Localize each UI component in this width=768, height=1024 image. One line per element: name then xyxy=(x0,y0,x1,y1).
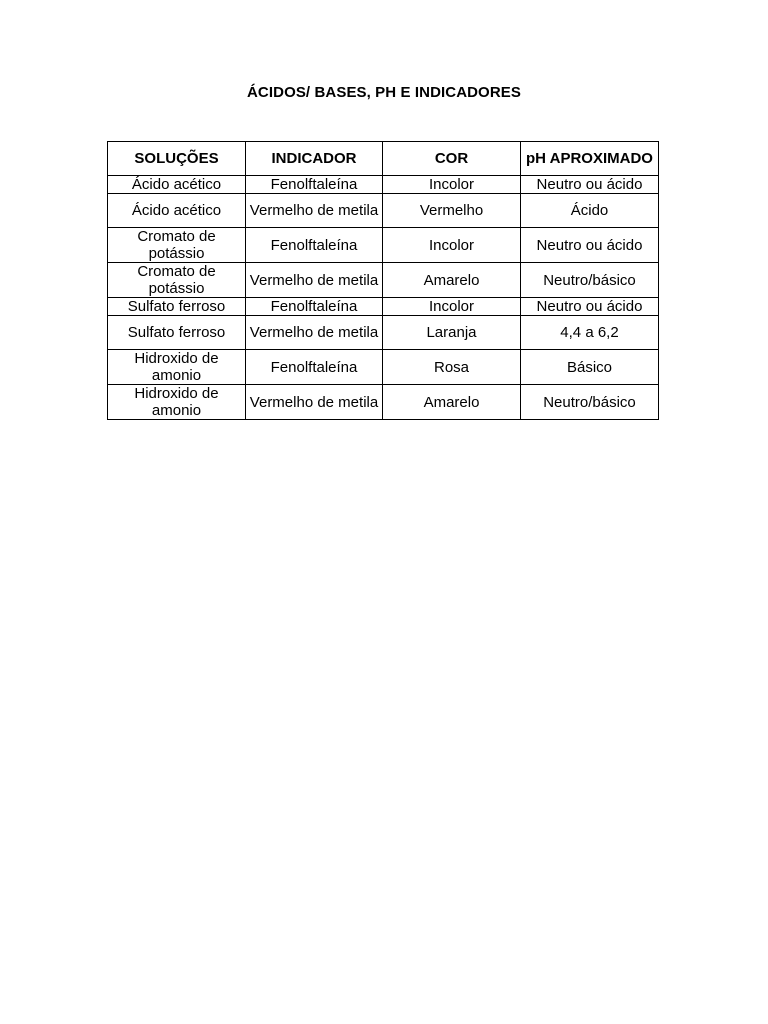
cell-ph: Ácido xyxy=(521,194,659,228)
cell-cor: Rosa xyxy=(383,350,521,385)
cell-ph: Neutro/básico xyxy=(521,263,659,298)
cell-cor: Laranja xyxy=(383,316,521,350)
table-row xyxy=(108,194,659,228)
cell-solucao: Ácido acético xyxy=(108,176,246,194)
cell-solucao: Cromato de potássio xyxy=(108,263,246,298)
cell-indicador: Fenolftaleína xyxy=(246,298,383,316)
table-row xyxy=(108,263,659,298)
table-body xyxy=(108,176,659,420)
table-row xyxy=(108,385,659,420)
cell-ph: Neutro ou ácido xyxy=(521,228,659,263)
table-header xyxy=(108,142,659,176)
cell-indicador: Vermelho de metila xyxy=(246,316,383,350)
cell-cor: Amarelo xyxy=(383,385,521,420)
header-solucoes: SOLUÇÕES xyxy=(108,142,246,176)
cell-indicador: Vermelho de metila xyxy=(246,194,383,228)
data-table xyxy=(107,141,659,420)
cell-solucao: Hidroxido de amonio xyxy=(108,385,246,420)
cell-ph: 4,4 a 6,2 xyxy=(521,316,659,350)
cell-solucao: Hidroxido de amonio xyxy=(108,350,246,385)
table-row xyxy=(108,176,659,194)
header-cor: COR xyxy=(383,142,521,176)
table-container xyxy=(107,141,658,420)
cell-solucao: Sulfato ferroso xyxy=(108,298,246,316)
cell-indicador: Fenolftaleína xyxy=(246,350,383,385)
page-title: ÁCIDOS/ BASES, PH E INDICADORES xyxy=(247,84,521,101)
cell-solucao: Sulfato ferroso xyxy=(108,316,246,350)
cell-solucao: Ácido acético xyxy=(108,194,246,228)
cell-indicador: Vermelho de metila xyxy=(246,385,383,420)
cell-cor: Incolor xyxy=(383,228,521,263)
cell-ph: Neutro ou ácido xyxy=(521,298,659,316)
cell-solucao: Cromato de potássio xyxy=(108,228,246,263)
table-row xyxy=(108,298,659,316)
cell-ph: Neutro ou ácido xyxy=(521,176,659,194)
cell-ph: Neutro/básico xyxy=(521,385,659,420)
table-header-row xyxy=(108,142,659,176)
cell-cor: Amarelo xyxy=(383,263,521,298)
cell-cor: Incolor xyxy=(383,298,521,316)
table-row xyxy=(108,316,659,350)
table-row xyxy=(108,350,659,385)
cell-indicador: Vermelho de metila xyxy=(246,263,383,298)
cell-indicador: Fenolftaleína xyxy=(246,228,383,263)
cell-ph: Básico xyxy=(521,350,659,385)
table-row xyxy=(108,228,659,263)
header-indicador: INDICADOR xyxy=(246,142,383,176)
cell-cor: Vermelho xyxy=(383,194,521,228)
header-ph-aproximado: pH APROXIMADO xyxy=(521,142,659,176)
cell-cor: Incolor xyxy=(383,176,521,194)
cell-indicador: Fenolftaleína xyxy=(246,176,383,194)
